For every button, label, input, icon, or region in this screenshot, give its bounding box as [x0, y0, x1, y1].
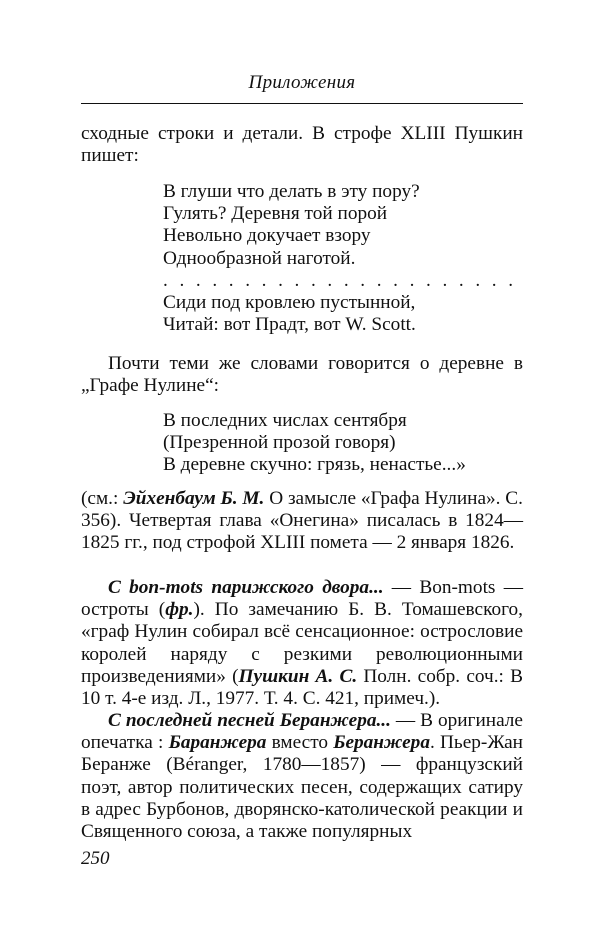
verse-line: Сиди под кровлею пустынной,: [163, 292, 416, 314]
author-reference: Пушкин А. С.: [238, 665, 358, 687]
verse-line: В деревне скучно: грязь, ненастье...»: [163, 454, 466, 476]
ref-open: (см.:: [81, 488, 124, 509]
author-reference: Эйхенбаум Б. М.: [123, 488, 265, 509]
verse-line: В глуши что делать в эту пору?: [163, 181, 420, 202]
bonmots-text-3: Полн. собр. соч.: В 10 т. 4-е изд. Л., 1977. Т. 4. С. 421, примеч.).: [81, 665, 523, 710]
paragraph-bonmots-text: [81, 577, 523, 710]
lemma-bonmots: С bon-mots парижского двора...: [108, 577, 384, 598]
bonmots-text-1: — Bon-mots — остроты (: [81, 577, 523, 621]
paragraph-beranger: [81, 710, 523, 843]
header-rule: [81, 103, 523, 104]
lemma-beranger: С последней песней Беранжера...: [108, 710, 391, 731]
paragraph-bonmots: [81, 577, 523, 710]
verse-line: (Презренной прозой говоря): [163, 432, 396, 454]
verse-line: Однообразной наготой.: [163, 247, 356, 269]
paragraph-beranger-text: [81, 710, 523, 843]
beranger-text-1: — В оригинале опечатка :: [81, 710, 523, 754]
misprint-word: Баранжера: [168, 732, 267, 754]
verse-omission-dots: . . . . . . . . . . . . . . . . . . . . . .: [163, 269, 517, 291]
abbrev-french: фр.: [165, 599, 194, 621]
bonmots-text-2: ). По замечанию Б. В. Томашевского, «граф Нулин собирал всё сенсационное: острословие королей наряду с резкими революционными произведениями» (: [81, 599, 523, 687]
paragraph-intro: [81, 123, 523, 167]
beranger-text-2: вместо: [266, 732, 334, 754]
verse-quote-nulin: [163, 410, 466, 477]
verse-line: В последних числах сентября: [163, 410, 407, 431]
verse-line: Читай: вот Прадт, вот W. Scott.: [163, 314, 416, 336]
verse-quote-onegin: [163, 181, 516, 336]
paragraph-intro-line-2: пишет:: [81, 145, 139, 167]
verse-line: Невольно докучает взору: [163, 225, 371, 247]
paragraph-nulin-text: Почти теми же словами говорится о деревне в „Графе Нулине“:: [81, 353, 523, 397]
ref-body: О замысле «Графа Нулина». С. 356). Четвертая глава «Онегина» писалась в 1824—1825 гг., под строфой XLIII помета — 2 января 1826.: [81, 488, 523, 554]
running-head: Приложения: [248, 72, 356, 93]
correct-word: Беранжера: [333, 732, 430, 754]
paragraph-reference: [81, 488, 523, 555]
verse-line: Гулять? Деревня той порой: [163, 203, 388, 225]
beranger-text-3: . Пьер-Жан Беранже (Béranger, 1780—1857) — французский поэт, автор политических песен, содержащих сатиру в адрес Бурбонов, дворянско-католической реакции и Священного союза, а также популярных: [81, 732, 523, 843]
page-number: 250: [81, 848, 110, 869]
paragraph-reference-text: [81, 488, 523, 555]
paragraph-nulin: [81, 353, 523, 397]
paragraph-intro-line-1: сходные строки и детали. В строфе XLIII Пушкин: [81, 123, 523, 144]
